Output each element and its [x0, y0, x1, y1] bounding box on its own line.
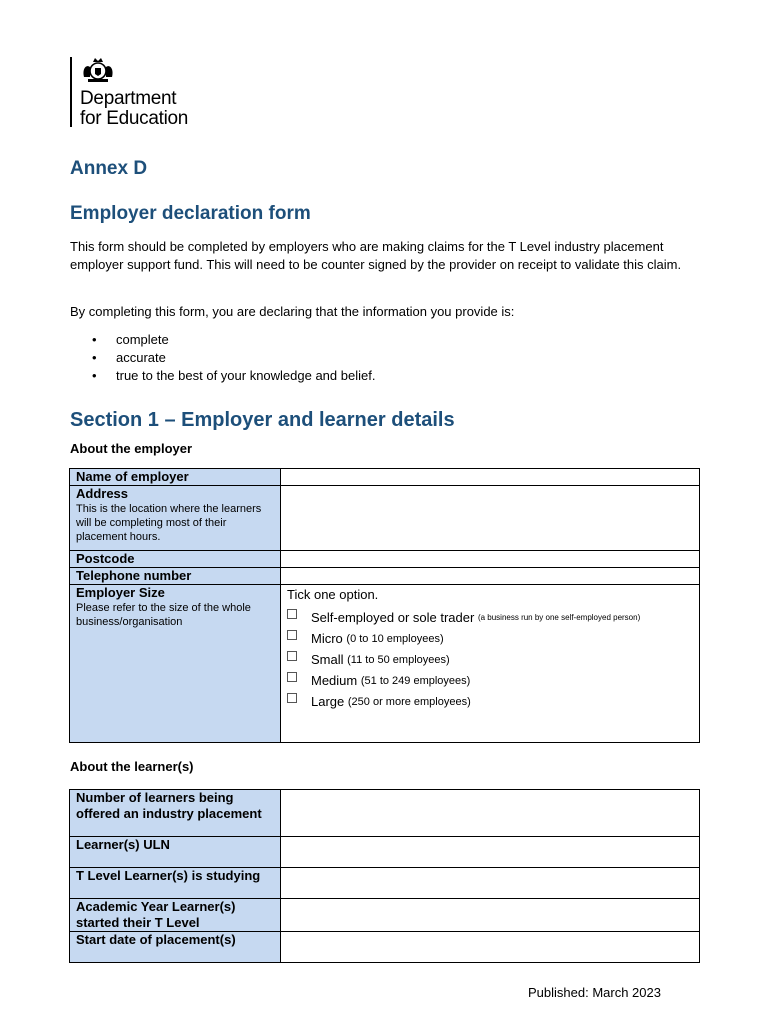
intro-paragraph: This form should be completed by employers who are making claims for the T Level industry placement employer support fund. This will need to be counter signed by the provider on receipt to validate this claim.: [70, 239, 682, 272]
employer-size-sub: Please refer to the size of the whole business/organisation: [76, 602, 251, 628]
start-date-label: Start date of placement(s): [70, 932, 281, 963]
t-level-label: T Level Learner(s) is studying: [70, 868, 281, 899]
academic-year-label: Academic Year Learner(s) started their T Level: [70, 899, 281, 932]
address-sub: This is the location where the learners will be completing most of their placement hours.: [76, 503, 262, 543]
table-row: [70, 568, 700, 585]
size-option-large[interactable]: Large (250 or more employees): [287, 694, 693, 709]
table-row: [70, 790, 700, 837]
size-option-self-employed[interactable]: Self-employed or sole trader (a business run by one self-employed person): [287, 610, 693, 625]
checkbox[interactable]: [287, 651, 297, 661]
employer-table: [69, 468, 700, 743]
table-row: [70, 551, 700, 568]
checkbox[interactable]: [287, 630, 297, 640]
dept-name: [80, 89, 188, 129]
employer-size-options: [281, 585, 700, 743]
employer-size-label: Employer Size Please refer to the size of the whole business/organisation: [70, 585, 281, 743]
size-option-small[interactable]: Small (11 to 50 employees): [287, 652, 693, 667]
list-item: • accurate: [70, 349, 375, 367]
table-row: [70, 469, 700, 486]
table-row: [70, 868, 700, 899]
dfe-logo: [70, 55, 210, 130]
declaration-paragraph: By completing this form, you are declaring that the information you provide is:: [70, 304, 515, 319]
tick-instruction: Tick one option.: [287, 587, 379, 602]
size-option-medium[interactable]: Medium (51 to 249 employees): [287, 673, 693, 688]
table-row: [70, 486, 700, 551]
declaration-list: [70, 331, 375, 385]
table-row: [70, 585, 700, 743]
telephone-field[interactable]: [281, 568, 700, 585]
royal-crest-icon: [78, 55, 118, 85]
table-row: [70, 899, 700, 932]
address-field[interactable]: [281, 486, 700, 551]
list-item: • complete: [70, 331, 375, 349]
section-1-title: Section 1 – Employer and learner details: [70, 409, 455, 431]
annex-title: Annex D: [70, 158, 148, 179]
academic-year-field[interactable]: [281, 899, 700, 932]
learner-uln-label: Learner(s) ULN: [70, 837, 281, 868]
size-option-micro[interactable]: Micro (0 to 10 employees): [287, 631, 693, 646]
name-of-employer-field[interactable]: [281, 469, 700, 486]
dept-line-2: for Education: [80, 108, 189, 129]
published-date: Published: March 2023: [528, 985, 661, 1000]
table-row: [70, 932, 700, 963]
about-learner-heading: About the learner(s): [70, 759, 194, 774]
number-of-learners-field[interactable]: [281, 790, 700, 837]
telephone-label: Telephone number: [70, 568, 281, 585]
checkbox[interactable]: [287, 609, 297, 619]
checkbox[interactable]: [287, 693, 297, 703]
start-date-field[interactable]: [281, 932, 700, 963]
form-title: Employer declaration form: [70, 203, 311, 224]
t-level-field[interactable]: [281, 868, 700, 899]
postcode-label: Postcode: [70, 551, 281, 568]
list-item: • true to the best of your knowledge and belief.: [70, 367, 375, 385]
address-label: Address This is the location where the learners will be completing most of their placement hours.: [70, 486, 281, 551]
checkbox[interactable]: [287, 672, 297, 682]
dept-line-1: Department: [80, 88, 177, 109]
table-row: [70, 837, 700, 868]
learner-uln-field[interactable]: [281, 837, 700, 868]
number-of-learners-label: Number of learners being offered an industry placement: [70, 790, 281, 837]
about-employer-heading: About the employer: [70, 441, 193, 456]
name-of-employer-label: Name of employer: [70, 469, 281, 486]
learner-table: [69, 789, 700, 963]
logo-bar: [70, 57, 72, 127]
postcode-field[interactable]: [281, 551, 700, 568]
